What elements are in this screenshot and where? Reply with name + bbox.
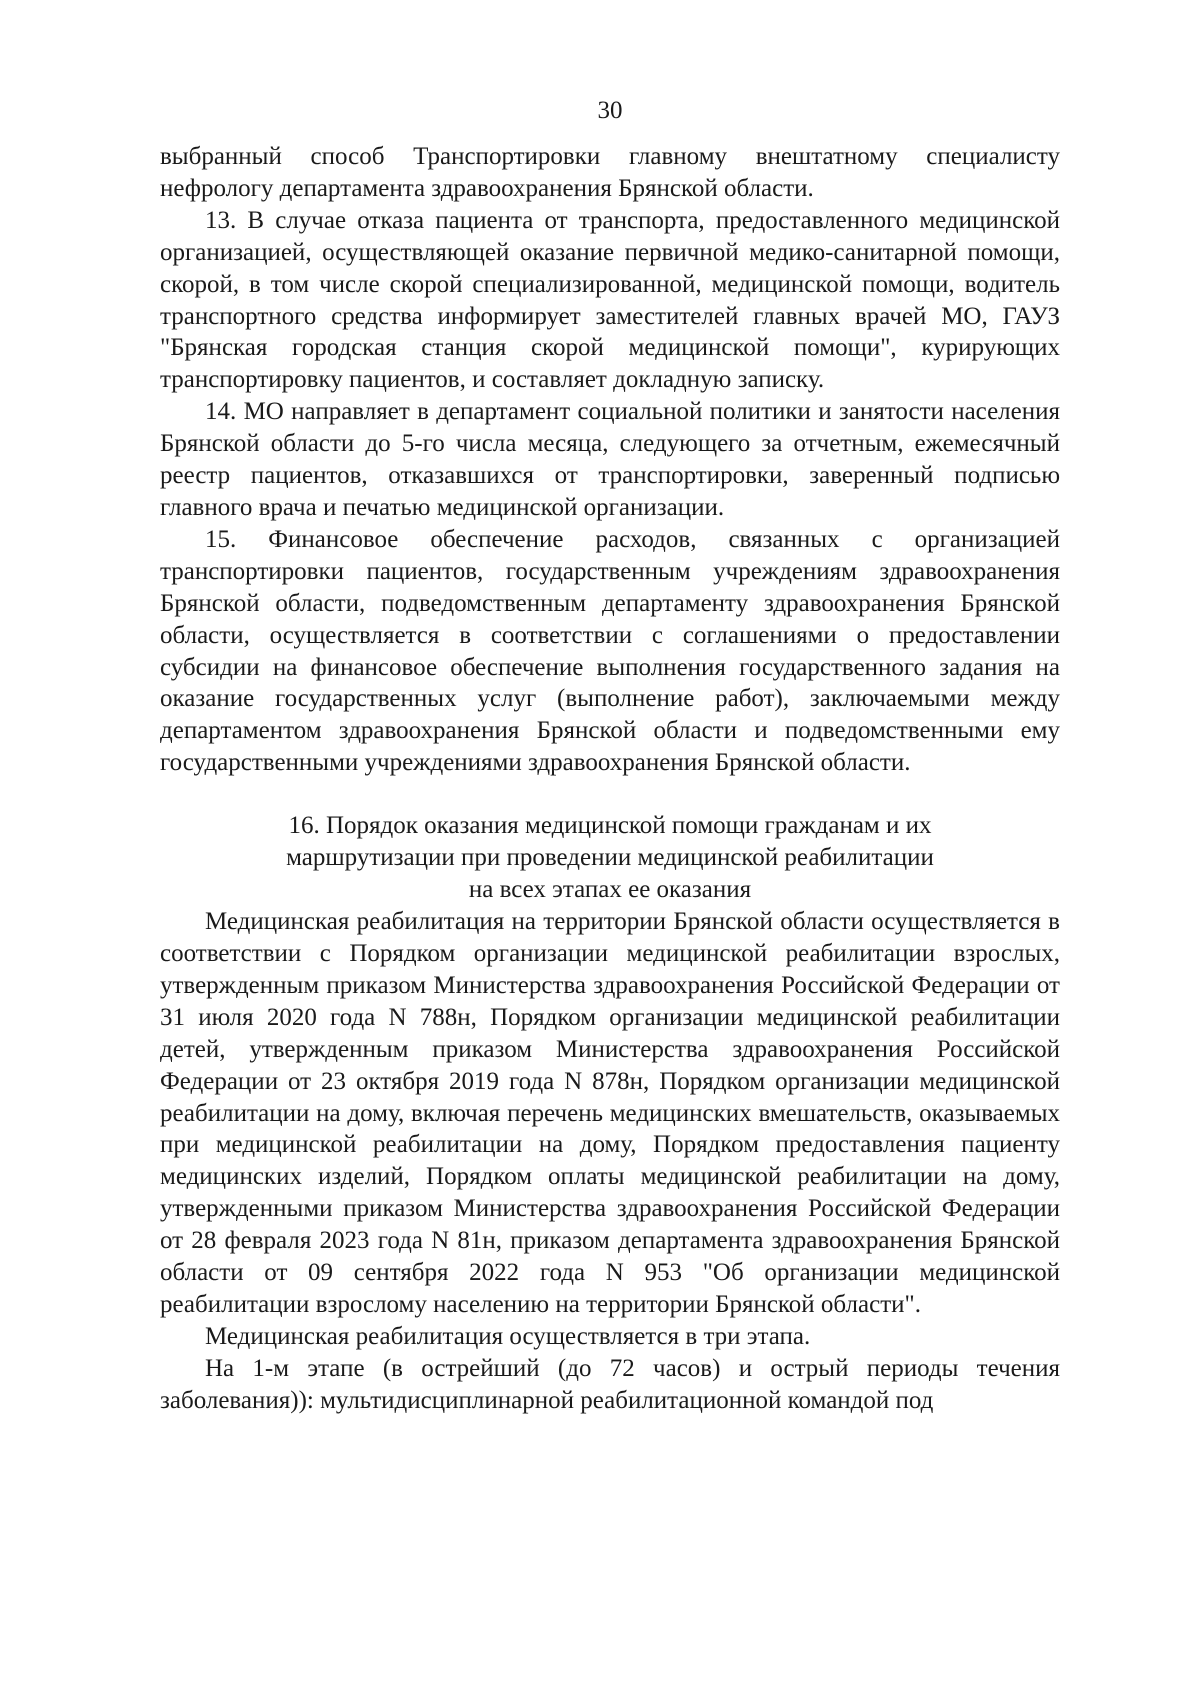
paragraph-14: 14. МО направляет в департамент социальной политики и занятости населения Брянской области до 5-го числа месяца, следующего за отчетным, ежемесячный реестр пациентов, отказавшихся от транспортировки, заверенный подписью главного врача и печатью медицинской организации. [160,398,1060,521]
paragraph-13: 13. В случае отказа пациента от транспорта, предоставленного медицинской организацией, осуществляющей оказание первичной медико-санитарной помощи, скорой, в том числе скорой специализированной, медицинской помощи, водитель транспортного средства информирует заместителей главных врачей МО, ГАУЗ "Брянская городская станция скорой медицинской помощи", курирующих транспортировку пациентов, и составляет докладную записку. [160,206,1060,394]
document-body [160,141,1060,1417]
section-heading-line: на всех этапах ее оказания [468,876,752,904]
section-heading-line: 16. Порядок оказания медицинской помощи гражданам и их [288,812,932,840]
section-heading-line: маршрутизации при проведении медицинской реабилитации [286,844,934,872]
paragraph-rehabilitation-stages: Медицинская реабилитация осуществляется в три этапа. [205,1322,811,1350]
paragraph-15: 15. Финансовое обеспечение расходов, связанных с организацией транспортировки пациентов, государственным учреждениям здравоохранения Брянской области, подведомственным департаменту здравоохранения Брянской области, осуществляется в соответствии с соглашениями о предоставлении субсидии на финансовое обеспечение выполнения государственного задания на оказание государственных услуг (выполнение работ), заключаемыми между департаментом здравоохранения Брянской области и подведомственными ему государственными учреждениями здравоохранения Брянской области. [160,525,1060,777]
paragraph-continuation: выбранный способ Транспортировки главному внештатному специалисту нефрологу департамента здравоохранения Брянской области. [160,143,1060,202]
paragraph-stage-1: На 1-м этапе (в острейший (до 72 часов) и острый периоды течения заболевания)): мультидисциплинарной реабилитационной командой под [160,1354,1060,1414]
section-heading [160,810,1060,906]
paragraph-rehabilitation-basis: Медицинская реабилитация на территории Брянской области осуществляется в соответствии с Порядком организации медицинской реабилитации взрослых, утвержденным приказом Министерства здравоохранения Российской Федерации от 31 июля 2020 года N 788н, Порядком организации медицинской реабилитации детей, утвержденным приказом Министерства здравоохранения Российской Федерации от 23 октября 2019 года N 878н, Порядком организации медицинской реабилитации на дому, включая перечень медицинских вмешательств, оказываемых при медицинской реабилитации на дому, Порядком предоставления пациенту медицинских изделий, Порядком оплаты медицинской реабилитации на дому, утвержденными приказом Министерства здравоохранения Российской Федерации от 28 февраля 2023 года N 81н, приказом департамента здравоохранения Брянской области от 09 сентября 2022 года N 953 "Об организации медицинской реабилитации взрослому населению на территории Брянской области". [160,908,1060,1318]
document-page [160,0,1060,1692]
page-number: 30 [597,97,623,124]
